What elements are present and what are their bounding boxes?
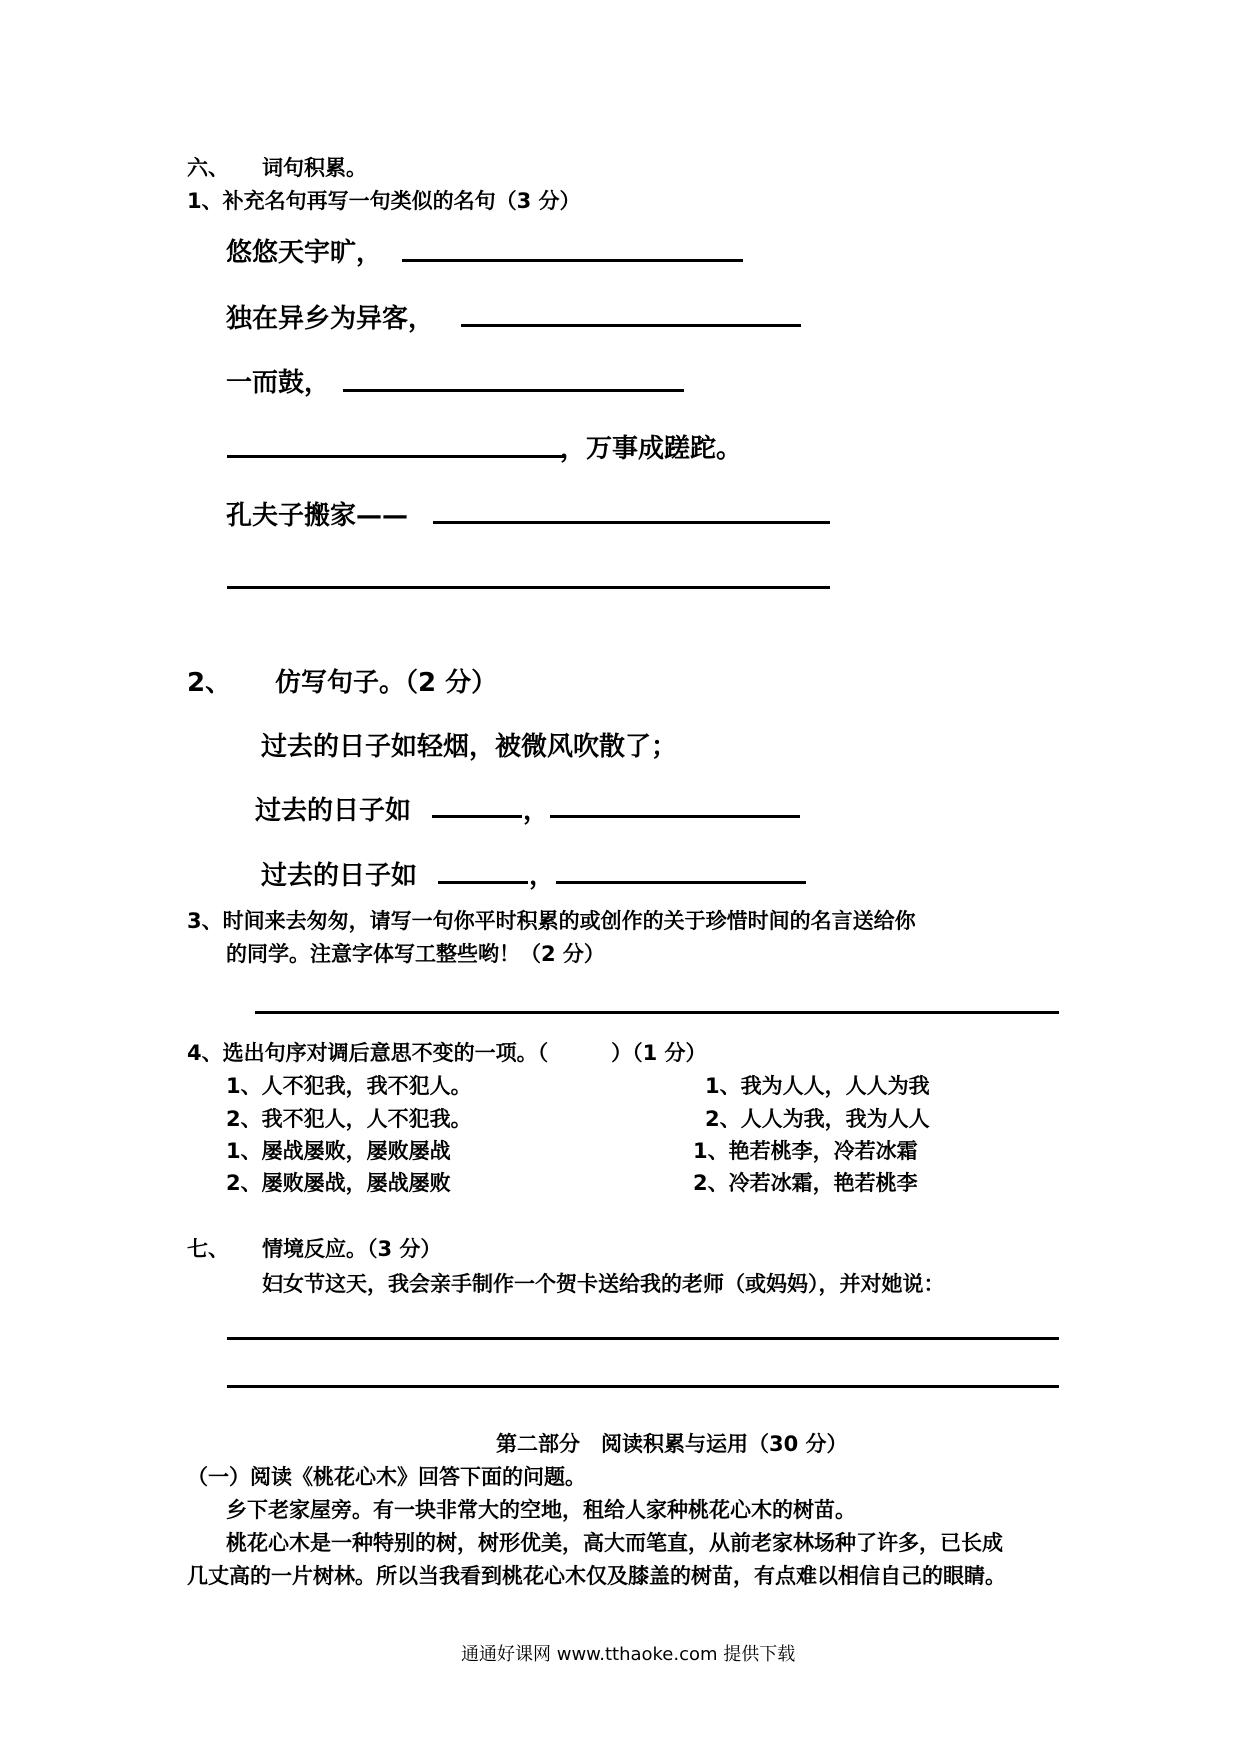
section-7-blank-2[interactable] <box>227 1385 1059 1388</box>
section-7-number: 七、 <box>187 1237 229 1261</box>
q2-comma-b: ， <box>529 861 556 891</box>
q1-extra-blank[interactable] <box>227 586 830 589</box>
q1-line1-blank[interactable] <box>402 259 743 262</box>
q4-left-option-1: 1、人不犯我，我不犯人。 <box>226 1074 472 1098</box>
passage-paragraph-2b: 几丈高的一片树林。所以当我看到桃花心木仅及膝盖的树苗，有点难以相信自己的眼睛。 <box>187 1564 1006 1588</box>
q3-answer-blank[interactable] <box>255 1011 1059 1014</box>
section-7-title: 情境反应。（3 分） <box>262 1237 442 1261</box>
q4-left-option-3: 1、屡战屡败，屡败屡战 <box>226 1139 451 1163</box>
q4-left-option-4: 2、屡败屡战，屡战屡败 <box>226 1171 451 1195</box>
section-6-title: 词句积累。 <box>262 156 367 180</box>
q4-right-option-4: 2、冷若冰霜，艳若桃李 <box>693 1171 918 1195</box>
q1-line5-blank[interactable] <box>433 521 830 524</box>
q3-label: 3、时间来去匆匆，请写一句你平时积累的或创作的关于珍惜时间的名言送给你 <box>187 909 916 933</box>
q4-right-option-3: 1、艳若桃李，冷若冰霜 <box>693 1139 918 1163</box>
q2-blank-a2[interactable] <box>550 815 800 818</box>
q2-prompt-b: 过去的日子如 <box>261 861 418 891</box>
section-6-number: 六、 <box>187 156 229 180</box>
section-7-prompt: 妇女节这天，我会亲手制作一个贺卡送给我的老师（或妈妈），并对她说： <box>262 1272 945 1296</box>
q2-blank-b2[interactable] <box>556 881 806 884</box>
q4-left-option-2: 2、我不犯人，人不犯我。 <box>226 1107 472 1131</box>
q1-line4-text: ，万事成蹉跎。 <box>560 434 743 464</box>
part-2-heading: 第二部分 阅读积累与运用（30 分） <box>496 1432 848 1456</box>
q1-line1-text: 悠悠天宇旷， <box>226 238 383 268</box>
q4-right-option-1: 1、我为人人，人人为我 <box>705 1074 930 1098</box>
q1-line4-blank[interactable] <box>227 455 565 458</box>
q2-prompt-a: 过去的日子如 <box>255 796 412 826</box>
q1-label: 1、补充名句再写一句类似的名句（3 分） <box>187 189 581 213</box>
q2-number: 2、 <box>187 668 232 698</box>
q1-line2-text: 独在异乡为异客， <box>226 304 435 334</box>
q1-line3-text: 一而鼓， <box>226 368 331 398</box>
q4-right-option-2: 2、人人为我，我为人人 <box>705 1107 930 1131</box>
passage-paragraph-1: 乡下老家屋旁。有一块非常大的空地，租给人家种桃花心木的树苗。 <box>226 1498 856 1522</box>
passage-paragraph-2a: 桃花心木是一种特别的树，树形优美，高大而笔直，从前老家林场种了许多，已长成 <box>226 1531 1003 1555</box>
q2-example: 过去的日子如轻烟，被微风吹散了； <box>261 732 678 762</box>
footer-credit: 通通好课网 www.tthaoke.com 提供下载 <box>461 1644 796 1665</box>
q1-line5-text: 孔夫子搬家—— <box>226 501 409 531</box>
q1-line3-blank[interactable] <box>343 389 684 392</box>
q2-title: 仿写句子。（2 分） <box>275 668 498 698</box>
section-7-blank-1[interactable] <box>227 1337 1059 1340</box>
q2-blank-a1[interactable] <box>432 815 522 818</box>
q4-label: 4、选出句序对调后意思不变的一项。（ ）（1 分） <box>187 1041 707 1065</box>
q2-comma-a: ， <box>523 796 550 826</box>
q2-blank-b1[interactable] <box>438 881 528 884</box>
q1-line2-blank[interactable] <box>461 324 801 327</box>
passage-title: （一）阅读《桃花心木》回答下面的问题。 <box>187 1465 586 1489</box>
q3-label-2: 的同学。注意字体写工整些哟！（2 分） <box>226 942 605 966</box>
